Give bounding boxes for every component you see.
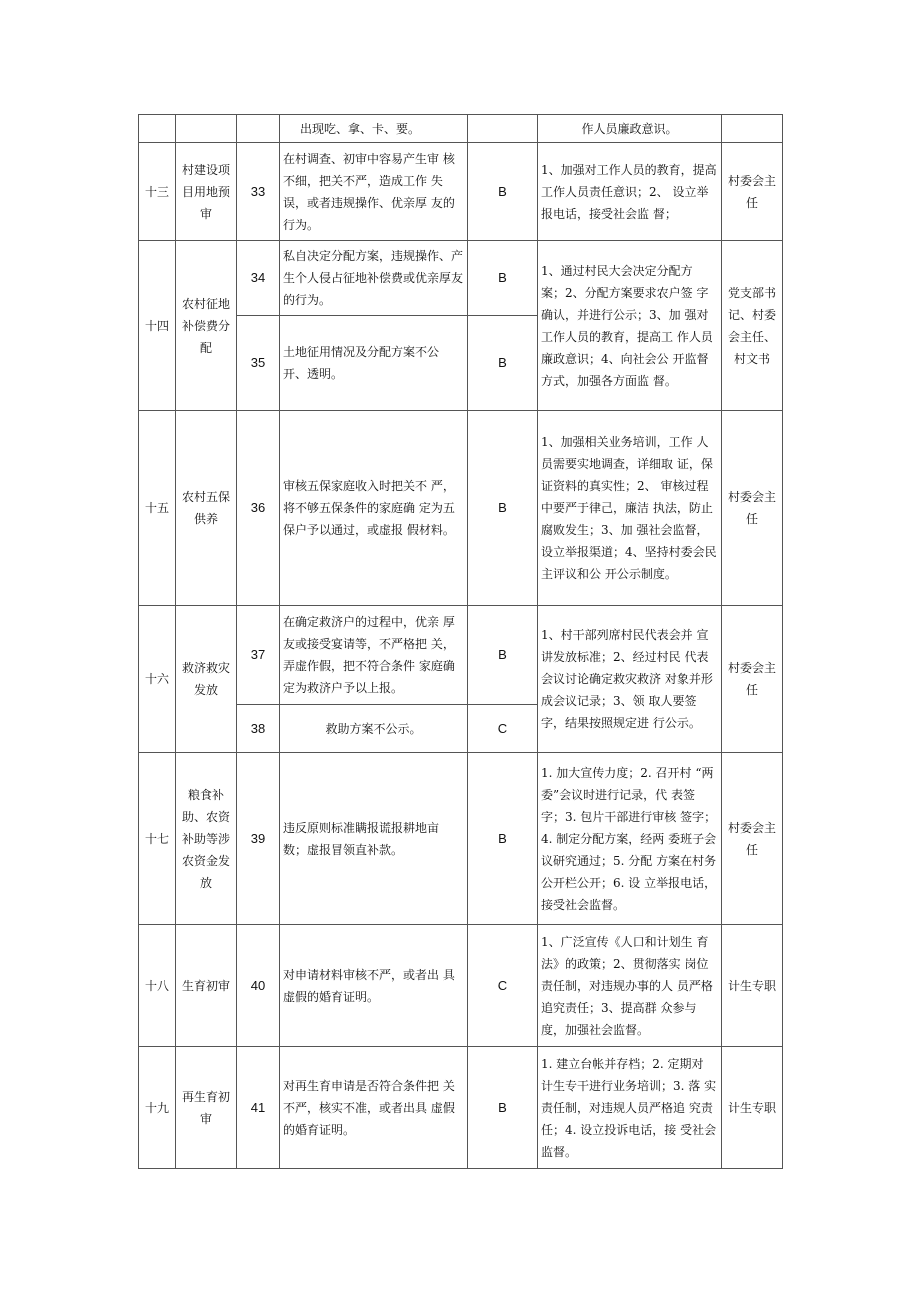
risk-description: 私自决定分配方案，违规操作、产生个人侵占征地补偿费或优亲厚友的行为。 <box>280 241 468 316</box>
risk-description: 救助方案不公示。 <box>280 705 468 753</box>
responsible-person: 党支部书记、村委会主任、 村文书 <box>722 241 783 411</box>
row-number: 十八 <box>139 925 176 1047</box>
risk-point-number: 38 <box>237 705 280 753</box>
item-name: 救济救灾发放 <box>176 606 237 753</box>
risk-description: 违反原则标准瞒报谎报耕地亩 数；虚报冒领直补款。 <box>280 753 468 925</box>
risk-level: C <box>468 705 538 753</box>
risk-description: 对申请材料审核不严，或者出 具虚假的婚育证明。 <box>280 925 468 1047</box>
prevention-measures: 1、通过村民大会决定分配方 案；2、分配方案要求农户签 字确认，并进行公示；3、加 强对工作人员的教育，提高工 作人员廉政意识；4、向社会公 开监督方式，加强各方面监 督。 <box>538 241 722 411</box>
table-row <box>139 143 783 241</box>
risk-description: 审核五保家庭收入时把关不 严，将不够五保条件的家庭确 定为五保户予以通过，或虚报 假材料。 <box>280 411 468 606</box>
risk-description: 土地征用情况及分配方案不公 开、透明。 <box>280 316 468 411</box>
responsible-person: 计生专职 <box>722 1047 783 1169</box>
table-row <box>139 411 783 606</box>
risk-point-number: 39 <box>237 753 280 925</box>
item-name: 村建设项目用地预审 <box>176 143 237 241</box>
row-number <box>139 115 176 143</box>
table-row <box>139 241 783 316</box>
risk-level: B <box>468 143 538 241</box>
prevention-measures: 1、加强相关业务培训，工作 人员需要实地调查，详细取 证，保证资料的真实性；2、 审核过程中要严于律己，廉洁 执法，防止腐败发生；3、加 强社会监督，设立举报渠道；4、坚持村委会民主评议和公 开公示制度。 <box>538 411 722 606</box>
responsible-person: 村委会主任 <box>722 606 783 753</box>
prevention-measures: 1. 建立台帐并存档；2. 定期对 计生专干进行业务培训；3. 落 实责任制，对违规人员严格追 究责任；4. 设立投诉电话，接 受社会监督。 <box>538 1047 722 1169</box>
row-number: 十三 <box>139 143 176 241</box>
risk-description: 出现吃、拿、卡、要。 <box>280 115 468 143</box>
risk-level: C <box>468 925 538 1047</box>
item-name <box>176 115 237 143</box>
item-name: 农村征地补偿费分配 <box>176 241 237 411</box>
row-number: 十九 <box>139 1047 176 1169</box>
item-name: 再生育初审 <box>176 1047 237 1169</box>
table-row <box>139 1047 783 1169</box>
prevention-measures: 1、村干部列席村民代表会并 宣讲发放标准；2、经过村民 代表会议讨论确定救灾救济 对象并形成会议记录；3、领 取人要签字，结果按照规定进 行公示。 <box>538 606 722 753</box>
row-number: 十五 <box>139 411 176 606</box>
table-row <box>139 925 783 1047</box>
risk-level <box>468 115 538 143</box>
responsible-person: 村委会主任 <box>722 753 783 925</box>
row-number: 十四 <box>139 241 176 411</box>
risk-point-number <box>237 115 280 143</box>
responsible-person: 计生专职 <box>722 925 783 1047</box>
risk-level: B <box>468 316 538 411</box>
risk-point-number: 34 <box>237 241 280 316</box>
risk-level: B <box>468 241 538 316</box>
responsible-person: 村委会主任 <box>722 143 783 241</box>
responsible-person <box>722 115 783 143</box>
item-name: 农村五保供养 <box>176 411 237 606</box>
row-number: 十七 <box>139 753 176 925</box>
prevention-measures: 1、加强对工作人员的教育，提高工作人员责任意识；2、 设立举报电话，接受社会监 督； <box>538 143 722 241</box>
row-number: 十六 <box>139 606 176 753</box>
risk-point-number: 36 <box>237 411 280 606</box>
risk-table <box>138 114 783 1169</box>
risk-level: B <box>468 411 538 606</box>
table-row <box>139 606 783 705</box>
risk-point-number: 37 <box>237 606 280 705</box>
risk-point-number: 33 <box>237 143 280 241</box>
risk-level: B <box>468 753 538 925</box>
prevention-measures: 1、广泛宣传《人口和计划生 育法》的政策；2、贯彻落实 岗位责任制，对违规办事的人 员严格追究责任；3、提高群 众参与度，加强社会监督。 <box>538 925 722 1047</box>
risk-description: 在确定救济户的过程中，优亲 厚友或接受宴请等，不严格把 关，弄虚作假，把不符合条件 家庭确定为救济户予以上报。 <box>280 606 468 705</box>
risk-description: 对再生育申请是否符合条件把 关不严，核实不准，或者出具 虚假的婚育证明。 <box>280 1047 468 1169</box>
risk-point-number: 35 <box>237 316 280 411</box>
risk-point-number: 40 <box>237 925 280 1047</box>
prevention-measures: 作人员廉政意识。 <box>538 115 722 143</box>
prevention-measures: 1. 加大宣传力度；2. 召开村 “两委”会议时进行记录，代 表签字；3. 包片干部进行审核 签字；4. 制定分配方案，经两 委班子会议研究通过；5. 分配 方案在村务公开栏公开；6. 设 立举报电话，接受社会监督。 <box>538 753 722 925</box>
table-row <box>139 753 783 925</box>
risk-level: B <box>468 1047 538 1169</box>
item-name: 生育初审 <box>176 925 237 1047</box>
responsible-person: 村委会主任 <box>722 411 783 606</box>
risk-level: B <box>468 606 538 705</box>
item-name: 粮食补助、农资补助等涉农资金发放 <box>176 753 237 925</box>
risk-description: 在村调查、初审中容易产生审 核不细，把关不严，造成工作 失误，或者违规操作、优亲厚 友的行为。 <box>280 143 468 241</box>
table-row <box>139 115 783 143</box>
risk-point-number: 41 <box>237 1047 280 1169</box>
